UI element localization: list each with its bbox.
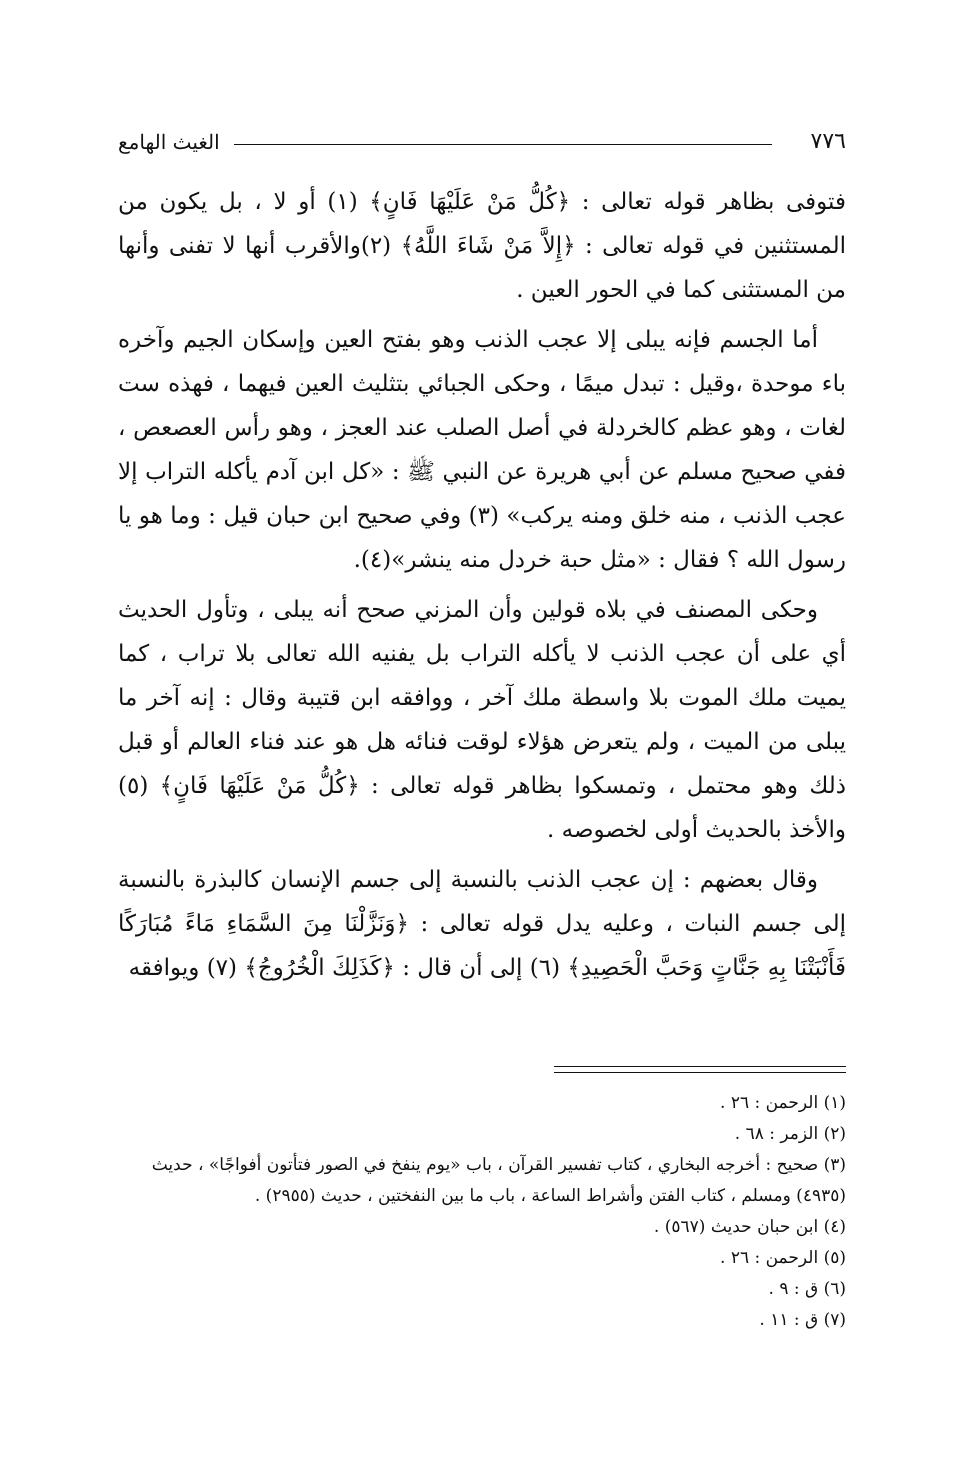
- footnote: (٧) ق : ١١ .: [759, 1310, 846, 1330]
- footnote: (٣) صحيح : أخرجه البخاري ، كتاب تفسير القرآن ، باب «يوم ينفخ في الصور فتأتون أفواجًا» ، حديث (٤٩٣٥) ومسلم ، كتاب الفتن وأشراط الساعة ، باب ما بين النفختين ، حديث (٢٩٥٥) .: [151, 1155, 846, 1206]
- paragraph: فتوفى بظاهر قوله تعالى : ﴿كُلُّ مَنْ عَلَيْهَا فَانٍ﴾ (١) أو لا ، بل يكون من المستثنين في قوله تعالى : ﴿إِلاَّ مَنْ شَاءَ اللَّهُ﴾ (٢)والأقرب أنها لا تفنى وأنها من المستثنى كما في الحور العين .: [118, 189, 847, 303]
- paragraph: وحكى المصنف في بلاه قولين وأن المزني صحح أنه يبلى ، وتأول الحديث أي على أن عجب الذنب لا يأكله التراب بل يفنيه الله تعالى بلا تراب ، كما يميت ملك الموت بلا واسطة ملك آخر ، ووافقه ابن قتيبة وقال : إنه آخر ما يبلى من الميت ، ولم يتعرض هؤلاء لوقت فنائه هل هو عند فناء العالم أو قبل ذلك وهو محتمل ، وتمسكوا بظاهر قوله تعالى : ﴿كُلُّ مَنْ عَلَيْهَا فَانٍ﴾ (٥) والأخذ بالحديث أولى لخصوصه .: [118, 597, 846, 843]
- body-text: [118, 180, 846, 996]
- running-title: الغيث الهامع: [118, 130, 220, 154]
- footnote: (٦) ق : ٩ .: [768, 1279, 846, 1299]
- footnote: (٤) ابن حبان حديث (٥٦٧) .: [653, 1217, 846, 1237]
- footnote-separator: [554, 1066, 846, 1073]
- footnote: (١) الرحمن : ٢٦ .: [720, 1093, 846, 1113]
- paragraph: أما الجسم فإنه يبلى إلا عجب الذنب وهو بفتح العين وإسكان الجيم وآخره باء موحدة ،وقيل : تبدل ميمًا ، وحكى الجبائي بتثليث العين فيهما ، فهذه ست لغات ، وهو عظم كالخردلة في أصل الصلب عند العجز ، وهو رأس العصعص ، ففي صحيح مسلم عن أبي هريرة عن النبي ﷺ : «كل ابن آدم يأكله التراب إلا عجب الذنب ، منه خلق ومنه يركب» (٣) وفي صحيح ابن حبان قيل : وما هو يا رسول الله ؟ فقال : «مثل حبة خردل منه ينشر»(٤).: [118, 327, 847, 573]
- page-number: ٧٧٦: [810, 129, 846, 154]
- paragraph: وقال بعضهم : إن عجب الذنب بالنسبة إلى جسم الإنسان كالبذرة بالنسبة إلى جسم النبات ، وعليه يدل قوله تعالى : ﴿وَنَزَّلْنَا مِنَ السَّمَاءِ مَاءً مُبَارَكًا فَأَنْبَتْنَا بِهِ جَنَّاتٍ وَحَبَّ الْحَصِيدِ﴾ (٦) إلى أن قال : ﴿كَذَلِكَ الْخُرُوجُ﴾ (٧) ويوافقه: [118, 867, 846, 981]
- footnote: (٢) الزمر : ٦٨ .: [734, 1124, 846, 1144]
- header-rule: [234, 144, 772, 145]
- footnote: (٥) الرحمن : ٢٦ .: [720, 1248, 846, 1268]
- footnotes: [110, 1088, 846, 1336]
- page-header: [118, 128, 846, 162]
